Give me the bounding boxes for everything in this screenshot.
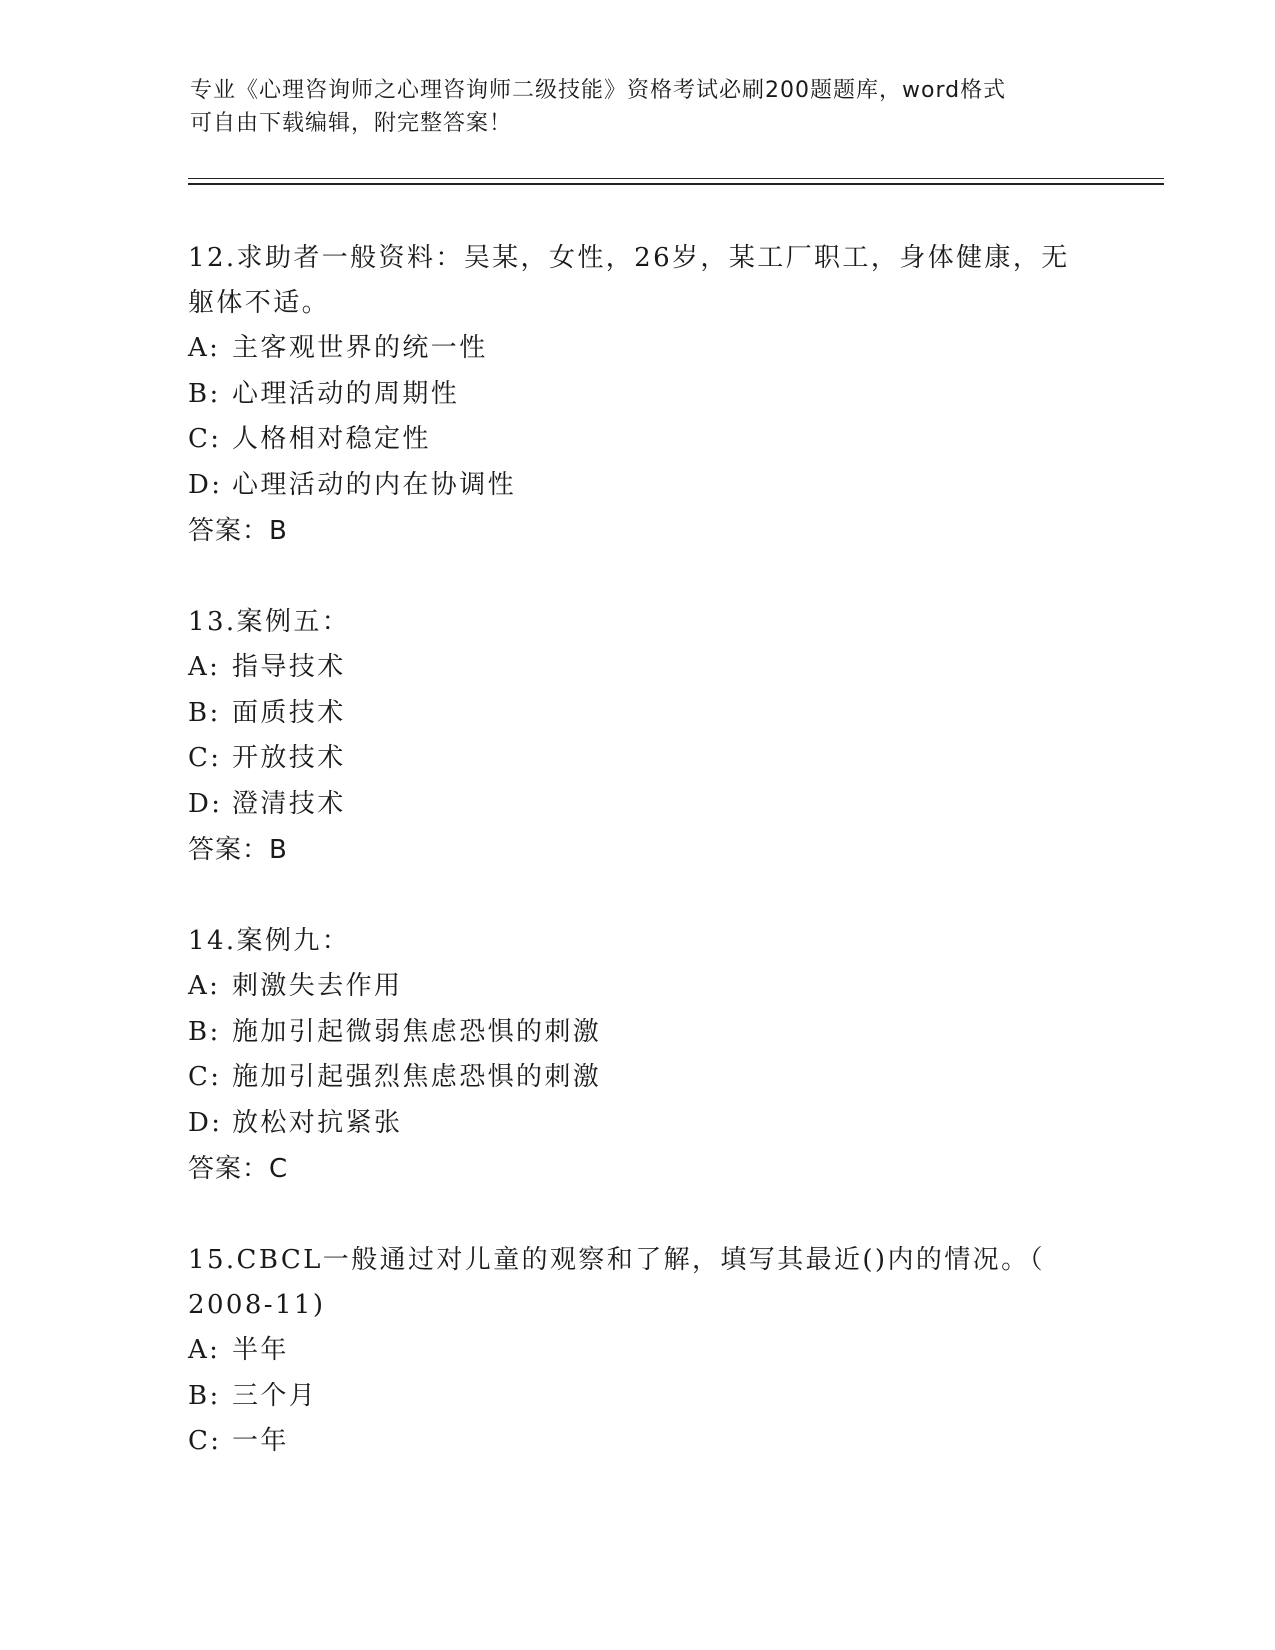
option-a — [188, 645, 1108, 691]
option-letter: B: — [188, 697, 221, 728]
option-c — [188, 1055, 1108, 1101]
answer: 答案：C — [188, 1154, 289, 1184]
option-text: 三个月 — [232, 1380, 318, 1411]
question-12 — [188, 236, 1108, 554]
option-letter: B: — [188, 1016, 221, 1047]
option-a — [188, 326, 1108, 372]
question-13 — [188, 600, 1108, 873]
option-b — [188, 1010, 1108, 1056]
option-text: 心理活动的周期性 — [232, 378, 460, 409]
option-letter: B: — [188, 378, 221, 409]
option-letter: A: — [188, 652, 221, 682]
question-stem — [188, 1238, 1108, 1328]
option-a — [188, 964, 1108, 1010]
option-text: 心理活动的内在协调性 — [232, 469, 517, 500]
option-text: 主客观世界的统一性 — [232, 333, 488, 363]
option-text: 指导技术 — [232, 652, 346, 682]
question-stem-line: 14.案例九： — [188, 926, 351, 956]
question-15 — [188, 1238, 1108, 1465]
option-b — [188, 372, 1108, 418]
answer: 答案：B — [188, 835, 288, 865]
question-14 — [188, 919, 1108, 1192]
option-letter: D: — [188, 469, 223, 500]
option-letter: B: — [188, 1380, 221, 1411]
option-text: 半年 — [232, 1335, 289, 1365]
question-stem-line: 12.求助者一般资料：吴某，女性，26岁，某工厂职工，身体健康，无 — [188, 243, 1070, 273]
option-d — [188, 1101, 1108, 1147]
option-c — [188, 1419, 1108, 1465]
question-stem — [188, 919, 1108, 964]
option-letter: C: — [188, 1426, 222, 1456]
option-text: 澄清技术 — [232, 788, 346, 819]
option-letter: C: — [188, 424, 222, 454]
option-d — [188, 782, 1108, 828]
option-text: 面质技术 — [232, 697, 346, 728]
option-letter: A: — [188, 333, 221, 363]
option-text: 人格相对稳定性 — [232, 424, 431, 454]
option-c — [188, 417, 1108, 463]
option-letter: A: — [188, 1335, 221, 1365]
option-letter: D: — [188, 788, 223, 819]
option-text: 一年 — [232, 1426, 289, 1456]
option-text: 刺激失去作用 — [232, 971, 403, 1001]
option-text: 施加引起强烈焦虑恐惧的刺激 — [232, 1062, 602, 1092]
question-list — [188, 236, 1108, 1511]
question-stem-line: 13.案例五： — [188, 607, 351, 637]
option-letter: A: — [188, 971, 221, 1001]
option-b — [188, 1374, 1108, 1420]
option-letter: C: — [188, 743, 222, 773]
document-header — [190, 74, 1090, 140]
question-stem-line: 15.CBCL一般通过对儿童的观察和了解，填写其最近()内的情况。（ — [188, 1245, 1045, 1275]
option-d — [188, 463, 1108, 509]
option-letter: D: — [188, 1107, 223, 1138]
header-divider-thick — [188, 183, 1164, 185]
header-divider-thin — [188, 178, 1164, 179]
question-stem-line: 2008-11) — [188, 1290, 326, 1320]
option-letter: C: — [188, 1062, 222, 1092]
question-stem-line: 躯体不适。 — [188, 288, 331, 318]
question-stem — [188, 236, 1108, 326]
option-text: 放松对抗紧张 — [232, 1107, 403, 1138]
option-b — [188, 691, 1108, 737]
header-line-2: 可自由下载编辑，附完整答案！ — [190, 111, 513, 136]
header-line-1: 专业《心理咨询师之心理咨询师二级技能》资格考试必刷200题题库，word格式 — [190, 78, 1007, 103]
option-text: 开放技术 — [232, 743, 346, 773]
option-text: 施加引起微弱焦虑恐惧的刺激 — [232, 1016, 602, 1047]
option-a — [188, 1328, 1108, 1374]
option-c — [188, 736, 1108, 782]
answer: 答案：B — [188, 516, 288, 546]
question-stem — [188, 600, 1108, 645]
